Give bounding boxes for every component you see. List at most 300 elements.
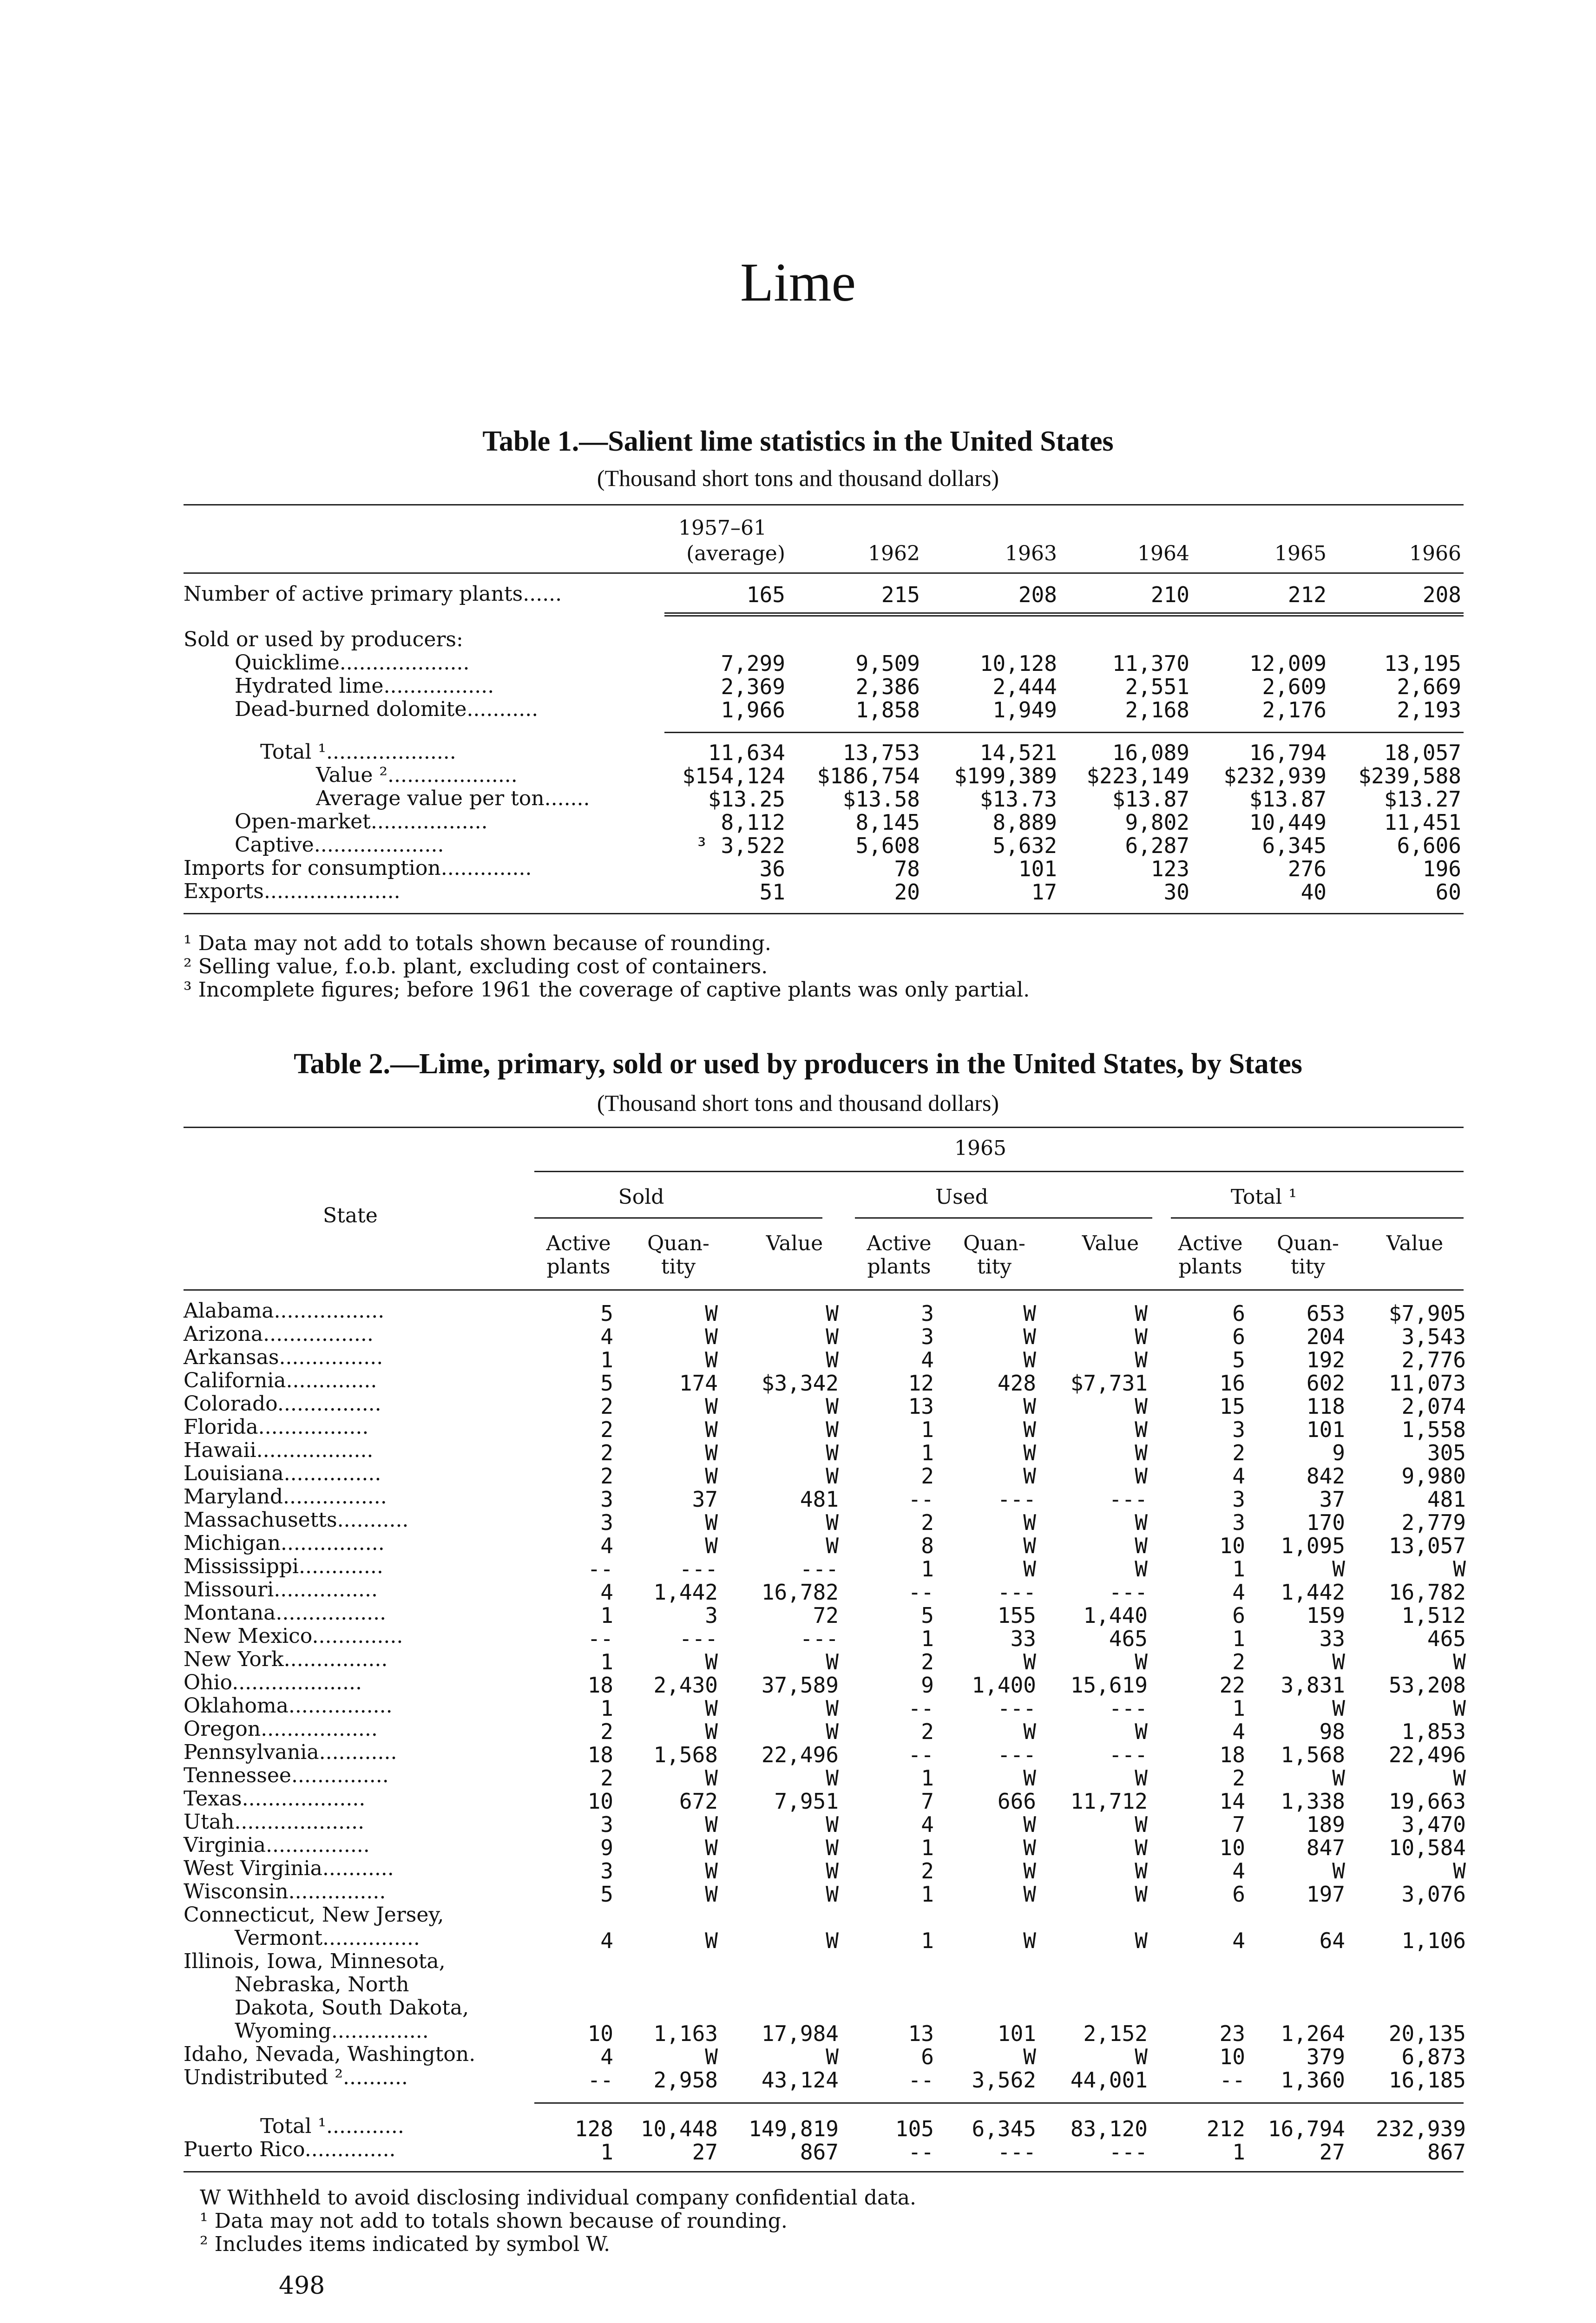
table2-cell: 2 xyxy=(1232,1649,1245,1674)
table2-cell: 4 xyxy=(1232,1463,1245,1489)
table2-cell: 1 xyxy=(921,1440,934,1465)
leader-dots: ................... xyxy=(242,1787,366,1811)
table2-cell: W xyxy=(1135,1765,1148,1791)
leader-dots: .................. xyxy=(256,1438,374,1462)
table2-cell: 5 xyxy=(600,1371,613,1396)
table2-subcol-header: tity xyxy=(1290,1255,1326,1279)
table2-top-rule xyxy=(184,1127,1464,1128)
table2-row-label: Louisiana xyxy=(184,1462,284,1485)
table2-cell: 602 xyxy=(1306,1371,1345,1396)
table2-cell: 1,568 xyxy=(1281,1742,1345,1767)
table2-row-label: Wyoming xyxy=(235,2019,331,2043)
table2-cell: W xyxy=(705,1417,718,1442)
table2-cell: $7,905 xyxy=(1388,1301,1466,1326)
table2-cell: W xyxy=(705,1463,718,1489)
table2-cell: 16,782 xyxy=(1388,1580,1466,1605)
table1-plants-rule xyxy=(664,612,1464,619)
table2-cell: 6 xyxy=(921,2044,934,2069)
table2-cell: 11,073 xyxy=(1388,1371,1466,1396)
table2-cell: -- xyxy=(587,2067,613,2093)
table2-cell: -- xyxy=(1219,2067,1245,2093)
table2-cell: 5 xyxy=(921,1603,934,1628)
table2-cell: 9,980 xyxy=(1401,1463,1466,1489)
table2-cell: 2,776 xyxy=(1401,1347,1466,1372)
table2-cell: 19,663 xyxy=(1388,1789,1466,1814)
table2-cell: W xyxy=(705,1696,718,1721)
table2-cell: W xyxy=(1135,1556,1148,1581)
table1-cell: $232,939 xyxy=(1223,763,1327,788)
table1-row-label-cell xyxy=(316,788,590,809)
table2-cell: 13 xyxy=(908,2021,934,2046)
page-title: Lime xyxy=(740,252,856,313)
table2-group-rule xyxy=(855,1217,1152,1219)
leader-dots: .................... xyxy=(388,763,518,787)
table2-row-label-cell xyxy=(184,1812,364,1832)
table2-cell: --- xyxy=(997,1742,1036,1767)
table2-cell: W xyxy=(826,1649,839,1674)
table2-cell: -- xyxy=(908,2067,934,2093)
table2-cell: W xyxy=(826,2044,839,2069)
table2-cell: 101 xyxy=(1306,1417,1345,1442)
table1-row-label: Exports xyxy=(184,879,264,903)
table1-cell: 10,128 xyxy=(979,651,1057,676)
table2-row-label-cell xyxy=(184,1417,368,1437)
table2-row-label-cell xyxy=(184,1835,370,1856)
table1-plants-label-cell xyxy=(184,584,562,604)
table1-cell: 1,858 xyxy=(855,697,920,722)
table2-row-label: Missouri xyxy=(184,1578,274,1601)
table2-row-label-cell xyxy=(184,1719,378,1739)
table1-plants-value: 215 xyxy=(881,582,920,607)
table1-cell: 2,168 xyxy=(1125,697,1189,722)
table2-row-label-cell xyxy=(184,1580,378,1600)
table2-cell: 33 xyxy=(1319,1626,1345,1651)
table2-cell: 83,120 xyxy=(1070,2116,1148,2141)
table2-cell: W xyxy=(1135,1812,1148,1837)
table1-cell: 30 xyxy=(1163,879,1189,905)
table2-row-label-cell xyxy=(184,1882,386,1902)
table1-cell: 5,608 xyxy=(855,833,920,858)
leader-dots: .................... xyxy=(314,833,444,857)
table2-row-label-cell xyxy=(184,1696,393,1716)
table2-subcol-header: plants xyxy=(546,1255,611,1279)
table1-cell: 2,444 xyxy=(992,674,1057,699)
table1-plants-value: 208 xyxy=(1422,582,1461,607)
table2-cell: 1,095 xyxy=(1281,1533,1345,1558)
table2-cell: 2,958 xyxy=(653,2067,718,2093)
table2-cell: W xyxy=(1453,1858,1466,1883)
leader-dots: ................ xyxy=(288,1694,393,1718)
table2-row-label: Michigan xyxy=(184,1531,281,1555)
table1-section-label: Sold or used by producers: xyxy=(184,628,463,651)
leader-dots: ................ xyxy=(274,1578,378,1601)
table2-cell: -- xyxy=(587,1626,613,1651)
table1-subtotal-rule xyxy=(664,732,1464,733)
table2-cell: 9 xyxy=(921,1673,934,1698)
table2-cell: W xyxy=(1135,1649,1148,1674)
table2-cell: 7 xyxy=(921,1789,934,1814)
table2-cell: 1 xyxy=(921,1765,934,1791)
table2-cell: 15,619 xyxy=(1070,1673,1148,1698)
table2-cell: W xyxy=(1023,1533,1036,1558)
table2-header-rule xyxy=(184,1289,1464,1291)
leader-dots: .................... xyxy=(234,1810,365,1834)
table2-row-label-cell xyxy=(184,2139,396,2160)
table2-cell: 7 xyxy=(1232,1812,1245,1837)
table2-cell: W xyxy=(1135,1719,1148,1744)
table2-cell: W xyxy=(1135,1858,1148,1883)
leader-dots: ................. xyxy=(383,674,494,698)
table2-cell: 4 xyxy=(600,1324,613,1349)
table2-cell: 1,106 xyxy=(1401,1928,1466,1953)
table2-row-label-cell xyxy=(184,1556,383,1577)
table2-cell: W xyxy=(1023,1812,1036,1837)
table1-row-label-cell xyxy=(235,812,488,832)
table2-row-label-cell xyxy=(184,1765,389,1786)
leader-dots: ............... xyxy=(283,1462,381,1485)
table1-cell: 196 xyxy=(1422,856,1461,881)
table2-row-label: Arkansas xyxy=(184,1345,279,1369)
table2-cell: W xyxy=(1023,1394,1036,1419)
table2-cell: 1 xyxy=(1232,2139,1245,2165)
table2-cell: W xyxy=(705,1765,718,1791)
table2-row-label: Puerto Rico xyxy=(184,2138,305,2161)
table2-cell: --- xyxy=(1109,2139,1148,2165)
leader-dots: ............... xyxy=(331,2019,429,2043)
leader-dots: ................. xyxy=(274,1299,385,1323)
table1-row-label-cell xyxy=(235,835,444,855)
table1-plants-value: 165 xyxy=(746,582,785,607)
table2-cell: 22,496 xyxy=(1388,1742,1466,1767)
table1-cell: 40 xyxy=(1300,879,1327,905)
leader-dots: . xyxy=(469,2042,476,2066)
table2-row-label: Alabama xyxy=(184,1299,274,1323)
table2-row-label: Mississippi xyxy=(184,1555,299,1578)
table2-cell: 3 xyxy=(600,1812,613,1837)
table1-footnote: ¹ Data may not add to totals shown because of rounding. xyxy=(184,932,771,955)
table2-cell: W xyxy=(1453,1696,1466,1721)
table2-cell: W xyxy=(1453,1649,1466,1674)
table2-cell: W xyxy=(705,1324,718,1349)
table1-col-header: 1964 xyxy=(1137,542,1189,565)
table2-state-header: State xyxy=(323,1204,378,1227)
table1-cell: 1,949 xyxy=(992,697,1057,722)
table2-cell: 3,543 xyxy=(1401,1324,1466,1349)
table1-cell: 16,794 xyxy=(1249,740,1327,765)
table2-cell: 4 xyxy=(600,1928,613,1953)
table1-row-label: Average value per ton xyxy=(316,787,545,810)
table2-cell: 3 xyxy=(705,1603,718,1628)
table2-cell: 3 xyxy=(1232,1510,1245,1535)
table2-cell: W xyxy=(1135,1301,1148,1326)
table2-cell: W xyxy=(1023,1347,1036,1372)
table2-cell: --- xyxy=(679,1556,718,1581)
table2-cell: W xyxy=(1135,1510,1148,1535)
table2-cell: W xyxy=(1023,1301,1036,1326)
table2-cell: W xyxy=(705,1301,718,1326)
table2-cell: 1,568 xyxy=(653,1742,718,1767)
table2-cell: W xyxy=(1135,1533,1148,1558)
leader-dots: ................ xyxy=(279,1345,383,1369)
table2-cell: W xyxy=(826,1510,839,1535)
table1-cell: $223,149 xyxy=(1086,763,1189,788)
table2-cell: 6 xyxy=(1232,1324,1245,1349)
leader-dots: ................. xyxy=(276,1601,387,1625)
table1-caption: Table 1.—Salient lime statistics in the United States xyxy=(482,426,1114,457)
table2-cell: 1,264 xyxy=(1281,2021,1345,2046)
table2-cell: W xyxy=(1332,1765,1345,1791)
table1-cell: 51 xyxy=(759,879,785,905)
table2-group-header: Used xyxy=(935,1185,988,1209)
table2-cell: W xyxy=(705,1394,718,1419)
table2-cell: --- xyxy=(997,1580,1036,1605)
table2-group-header: Total ¹ xyxy=(1230,1185,1297,1209)
table2-cell: -- xyxy=(908,2139,934,2165)
table2-cell: --- xyxy=(1109,1696,1148,1721)
table2-row-label-cell xyxy=(184,1533,385,1554)
table1-plants-value: 208 xyxy=(1018,582,1057,607)
leader-dots: ........... xyxy=(337,1508,409,1532)
table2-cell: 9 xyxy=(1332,1440,1345,1465)
table2-cell: 27 xyxy=(692,2139,718,2165)
table2-caption: Table 2.—Lime, primary, sold or used by producers in the United States, by States xyxy=(294,1048,1302,1080)
table2-cell: 10 xyxy=(587,1789,613,1814)
table2-cell: 867 xyxy=(800,2139,839,2165)
table2-cell: 2 xyxy=(1232,1440,1245,1465)
table1-cell: 2,669 xyxy=(1397,674,1461,699)
table2-year: 1965 xyxy=(954,1136,1006,1160)
table2-cell: 1,442 xyxy=(1281,1580,1345,1605)
table2-cell: W xyxy=(1023,1463,1036,1489)
table2-cell: W xyxy=(1135,1324,1148,1349)
table2-cell: 4 xyxy=(1232,1719,1245,1744)
table1-subcaption: (Thousand short tons and thousand dollars) xyxy=(597,465,999,491)
table2-cell: W xyxy=(1023,1417,1036,1442)
table2-cell: 4 xyxy=(1232,1928,1245,1953)
table2-cell: 3,831 xyxy=(1281,1673,1345,1698)
table2-cell: 1 xyxy=(921,1835,934,1860)
leader-dots: .......... xyxy=(343,2066,408,2089)
table2-row-label: Florida xyxy=(184,1415,258,1439)
table2-cell: 53,208 xyxy=(1388,1673,1466,1698)
page-number: 498 xyxy=(279,2272,325,2300)
table2-row-label-cell xyxy=(184,1394,381,1414)
table2-cell: 672 xyxy=(679,1789,718,1814)
table2-row-label: Ohio xyxy=(184,1671,232,1694)
table2-cell: 2 xyxy=(600,1440,613,1465)
leader-dots: ........... xyxy=(322,1857,394,1880)
table2-cell: 1,853 xyxy=(1401,1719,1466,1744)
table2-cell: W xyxy=(1135,1928,1148,1953)
table2-cell: 10 xyxy=(1219,2044,1245,2069)
table2-cell: -- xyxy=(587,1556,613,1581)
table2-row-label-cell xyxy=(235,2021,429,2041)
table2-cell: 842 xyxy=(1306,1463,1345,1489)
table1-cell: 8,889 xyxy=(992,810,1057,835)
table2-cell: 3 xyxy=(1232,1487,1245,1512)
table2-footnote: ¹ Data may not add to totals shown because of rounding. xyxy=(200,2209,788,2233)
table2-cell: 465 xyxy=(1109,1626,1148,1651)
table2-cell: 653 xyxy=(1306,1301,1345,1326)
table2-cell: W xyxy=(826,1835,839,1860)
table2-subcol-header: Active xyxy=(867,1232,932,1255)
table2-subcol-header: Quan- xyxy=(963,1232,1025,1255)
table2-cell: W xyxy=(826,1394,839,1419)
table2-cell: W xyxy=(705,1347,718,1372)
table2-cell: 481 xyxy=(1427,1487,1466,1512)
table2-cell: 118 xyxy=(1306,1394,1345,1419)
table2-row-label: Arizona xyxy=(184,1322,263,1346)
table2-cell: 2 xyxy=(600,1394,613,1419)
table2-cell: 98 xyxy=(1319,1719,1345,1744)
table2-cell: 33 xyxy=(1010,1626,1036,1651)
leader-dots: .............. xyxy=(286,1369,377,1392)
table1-cell: $186,754 xyxy=(817,763,920,788)
table2-cell: W xyxy=(1023,1719,1036,1744)
table1-cell: 36 xyxy=(759,856,785,881)
table2-cell: 1,360 xyxy=(1281,2067,1345,2093)
table2-cell: 1 xyxy=(1232,1626,1245,1651)
table1-cell: 8,112 xyxy=(721,810,785,835)
table2-row-label: West Virginia xyxy=(184,1857,322,1880)
table2-cell: W xyxy=(1023,1324,1036,1349)
table2-cell: W xyxy=(1332,1556,1345,1581)
table2-subcol-header: Active xyxy=(1178,1232,1243,1255)
table2-cell: 149,819 xyxy=(749,2116,839,2141)
table2-cell: 11,712 xyxy=(1070,1789,1148,1814)
table2-cell: W xyxy=(826,1928,839,1953)
table2-cell: 18 xyxy=(587,1742,613,1767)
table2-cell: --- xyxy=(800,1626,839,1651)
table1-row-label: Imports for consumption xyxy=(184,856,441,880)
table1-cell: 6,606 xyxy=(1397,833,1461,858)
table2-row-label: Colorado xyxy=(184,1392,277,1416)
table1-row-label-cell xyxy=(260,742,456,762)
leader-dots: ................ xyxy=(282,1485,387,1509)
table1-cell: 5,632 xyxy=(992,833,1057,858)
table1-cell: $154,124 xyxy=(682,763,785,788)
table1-cell: 13,753 xyxy=(842,740,920,765)
table2-cell: 5 xyxy=(600,1882,613,1907)
table2-cell: W xyxy=(705,1440,718,1465)
leader-dots: .............. xyxy=(440,856,532,880)
table2-cell: 6 xyxy=(1232,1882,1245,1907)
table2-cell: 10 xyxy=(1219,1835,1245,1860)
table1-row-label-cell xyxy=(184,858,532,879)
table2-bottom-rule xyxy=(184,2171,1464,2172)
table1-cell: 78 xyxy=(894,856,920,881)
table2-cell: $3,342 xyxy=(761,1371,839,1396)
table2-cell: 232,939 xyxy=(1376,2116,1466,2141)
table1-col-header: 1963 xyxy=(1005,542,1057,565)
table2-cell: W xyxy=(826,1858,839,1883)
leader-dots: .................... xyxy=(326,740,456,764)
table2-cell: W xyxy=(1135,1394,1148,1419)
table1-row-label-cell xyxy=(184,881,401,902)
table2-cell: W xyxy=(705,1835,718,1860)
table2-cell: 1 xyxy=(600,1347,613,1372)
table2-cell: W xyxy=(826,1696,839,1721)
table2-cell: --- xyxy=(800,1556,839,1581)
table2-cell: 13 xyxy=(908,1394,934,1419)
table1-cell: 13,195 xyxy=(1384,651,1461,676)
table2-cell: 2 xyxy=(921,1858,934,1883)
table2-cell: -- xyxy=(908,1696,934,1721)
table1-row-label: Open-market xyxy=(235,810,371,833)
table2-cell: 16,185 xyxy=(1388,2067,1466,2093)
table2-row-label: Undistributed ² xyxy=(184,2066,343,2089)
leader-dots: ............. xyxy=(299,1555,383,1578)
table1-cell: 18,057 xyxy=(1384,740,1461,765)
table2-cell: 189 xyxy=(1306,1812,1345,1837)
table2-cell: 72 xyxy=(813,1603,839,1628)
table2-row-label-cell xyxy=(184,1510,408,1530)
table2-cell: W xyxy=(705,1719,718,1744)
table2-row-label-cell xyxy=(184,2067,408,2088)
table2-total-rule xyxy=(534,2102,1464,2104)
table2-cell: 666 xyxy=(997,1789,1036,1814)
table2-row-label: New York xyxy=(184,1647,284,1671)
table2-cell: 481 xyxy=(800,1487,839,1512)
table1-cell: 1,966 xyxy=(721,697,785,722)
table2-cell: 6,873 xyxy=(1401,2044,1466,2069)
table2-group-header: Sold xyxy=(618,1185,664,1209)
table2-cell: --- xyxy=(997,2139,1036,2165)
table2-row-label-cell xyxy=(184,1673,362,1693)
leader-dots: ................ xyxy=(280,1531,385,1555)
table2-row-label-cell xyxy=(184,1858,394,1879)
leader-dots: ............ xyxy=(319,1740,397,1764)
table2-cell: 6 xyxy=(1232,1603,1245,1628)
table2-cell: W xyxy=(1023,1649,1036,1674)
table2-cell: 2 xyxy=(600,1463,613,1489)
table1-row-label-cell xyxy=(235,699,538,720)
table1-row-label: Hydrated lime xyxy=(235,674,384,698)
table1-cell: 11,370 xyxy=(1112,651,1189,676)
table1-cell: $13.25 xyxy=(708,787,785,812)
table1-cell: $13.27 xyxy=(1384,787,1461,812)
table2-row-label-cell xyxy=(184,1463,381,1484)
table1-cell: $239,588 xyxy=(1358,763,1461,788)
table2-cell: W xyxy=(1453,1556,1466,1581)
table1-cell: 17 xyxy=(1031,879,1057,905)
table2-subcaption: (Thousand short tons and thousand dollars) xyxy=(597,1090,999,1116)
table2-cell: 20,135 xyxy=(1388,2021,1466,2046)
table2-cell: 2 xyxy=(921,1649,934,1674)
table1-cell: 2,369 xyxy=(721,674,785,699)
table2-cell: 22 xyxy=(1219,1673,1245,1698)
table1-cell: 2,193 xyxy=(1397,697,1461,722)
table1-cell: $13.87 xyxy=(1249,787,1327,812)
table2-row-label-cell xyxy=(184,1603,386,1623)
table2-cell: 10 xyxy=(1219,1533,1245,1558)
table2-cell: 8 xyxy=(921,1533,934,1558)
leader-dots: ................. xyxy=(258,1415,369,1439)
table2-cell: 105 xyxy=(895,2116,934,2141)
table1-cell: 60 xyxy=(1435,879,1461,905)
table2-cell: 2 xyxy=(600,1719,613,1744)
table2-cell: 17,984 xyxy=(761,2021,839,2046)
leader-dots: ........... xyxy=(466,697,539,721)
table1-col-header: 1965 xyxy=(1274,542,1327,565)
table2-subcol-header: plants xyxy=(1178,1255,1242,1279)
table2-row-label: New Mexico xyxy=(184,1624,312,1648)
table2-cell: 4 xyxy=(600,2044,613,2069)
table2-cell: 212 xyxy=(1206,2116,1245,2141)
table1-cell: 123 xyxy=(1150,856,1189,881)
table2-cell: 18 xyxy=(1219,1742,1245,1767)
table2-cell: 2,152 xyxy=(1083,2021,1148,2046)
